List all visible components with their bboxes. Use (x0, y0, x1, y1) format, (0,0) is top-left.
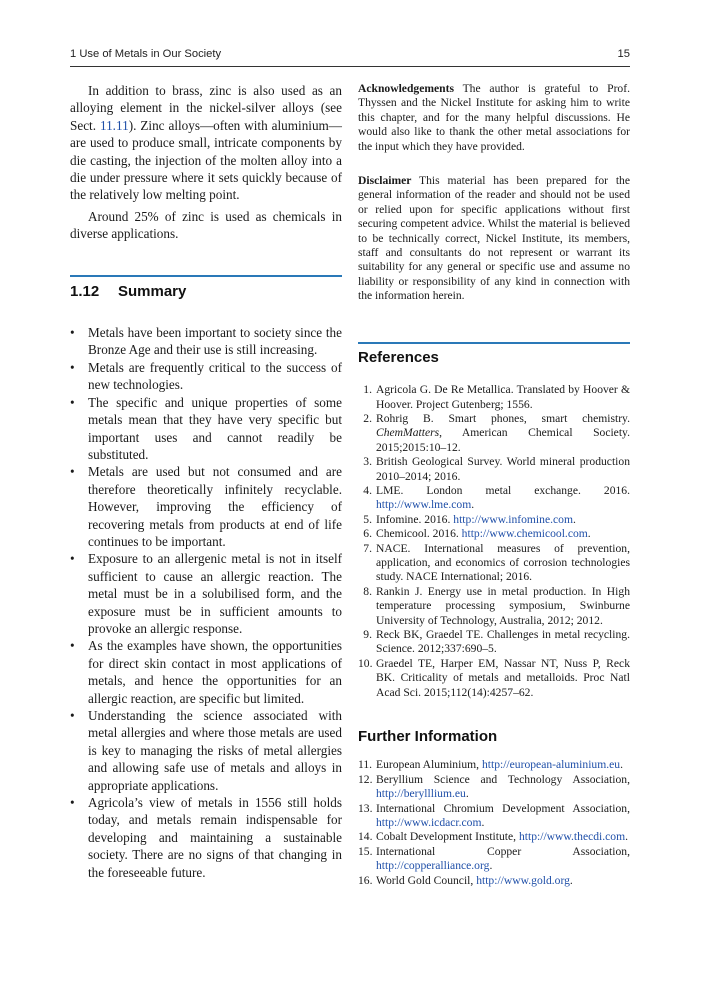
reference-text: . (471, 498, 475, 512)
further-item (358, 758, 630, 772)
reference-text: Infomine. 2016. (376, 512, 454, 526)
list-item-text: Metals have been important to society since the Bronze Age and their use is still increasing. (88, 325, 342, 358)
list-item-text: Metals are frequently critical to the success of new technologies. (88, 359, 342, 393)
further-number: 15. (358, 844, 373, 858)
further-link[interactable]: http://www.thecdi.com (518, 830, 626, 844)
paragraph-text: In addition to brass, zinc is also used as an alloying element in the nickel-silver alloys (see Sect. (70, 83, 342, 133)
disclaimer-label: Disclaimer (358, 174, 412, 188)
further-link[interactable]: http://www.gold.org (476, 873, 570, 887)
further-link[interactable]: http://berylllium.eu (376, 787, 466, 801)
reference-item (358, 527, 630, 541)
list-item (70, 707, 342, 794)
bullet-mark: • (70, 359, 75, 375)
further-item (358, 874, 630, 888)
further-information-heading: Further Information (358, 728, 498, 746)
reference-number: 8. (363, 584, 372, 598)
bullet-mark: • (70, 638, 75, 654)
list-item-text: Metals are used but not consumed and are therefore theoretically infinitely recyclable. However, improving the efficiency of recovering metals from products at end of life continues to be important. (88, 464, 342, 549)
reference-text: , American Chemical Society. 2015;2015:10–12. (376, 426, 630, 454)
reference-text: Rankin J. Energy use in metal production. In High temperature processing symposium, Swinburne University of Technology, Australia, 2012; 2012. (376, 584, 630, 627)
bullet-mark: • (70, 795, 75, 811)
reference-text: Agricola G. De Re Metallica. Translated by Hoover & Hoover. Project Gutenberg; 1556. (376, 383, 630, 411)
left-column (70, 82, 342, 881)
disclaimer-text: This material has been prepared for the general information of the reader and should not be used or relied upon for specific applications without first securing competent advice. Whilst the material is believed to be technically correct, Nickel Institute, its members, staff and consultants do not represent or warrant its suitability for any general or specific use and assume no liability or responsibility of any kind in connection with the information herein. (358, 174, 630, 303)
bullet-mark: • (70, 551, 75, 567)
reference-text: . (572, 512, 576, 526)
references-heading: References (358, 342, 630, 365)
further-text: . (620, 758, 623, 772)
reference-number: 3. (363, 455, 372, 469)
further-number: 12. (358, 772, 373, 786)
reference-number: 6. (363, 527, 372, 541)
further-number: 11. (358, 758, 373, 772)
acknowledgements (358, 82, 630, 154)
further-text: . (481, 816, 485, 830)
page-number: 15 (617, 48, 630, 60)
further-number: 13. (358, 801, 373, 815)
list-item-text: Exposure to an allergenic metal is not in itself sufficient to cause an allergic reaction. The metal must be in a solubilised form, and the exposure must be in sufficient amounts to provoke an allergic response. (88, 551, 342, 636)
further-text: . (465, 787, 469, 801)
references-list (358, 383, 630, 700)
list-item (70, 550, 342, 637)
further-text: Cobalt Development Institute, (376, 830, 519, 844)
reference-item (358, 455, 630, 484)
chapter-title: 1 Use of Metals in Our Society (70, 48, 222, 60)
further-text: . (569, 873, 573, 887)
bullet-mark: • (70, 464, 75, 480)
further-link[interactable]: http://copperalliance.org (376, 859, 490, 873)
reference-text: Rohrig B. Smart phones, smart chemistry. (376, 411, 630, 425)
paragraph-zinc-alloys (70, 82, 342, 204)
reference-text: British Geological Survey. World mineral production 2010–2014; 2016. (376, 455, 630, 483)
reference-text: . (587, 527, 591, 541)
reference-text: LME. London metal exchange. 2016. (376, 483, 630, 497)
reference-item (358, 484, 630, 513)
list-item (70, 463, 342, 550)
list-item (70, 359, 342, 394)
list-item-text: As the examples have shown, the opportunities for direct skin contact in most applications of metals, and hence the opportunities for an allergic reaction, are specific but limited. (88, 638, 342, 706)
list-item (70, 637, 342, 707)
section-heading (70, 275, 342, 300)
further-link[interactable]: http://www.icdacr.com (376, 816, 482, 830)
further-text: World Gold Council, (376, 873, 477, 887)
disclaimer (358, 174, 630, 304)
reference-item (358, 542, 630, 585)
acknowledgements-label: Acknowledgements (358, 82, 454, 95)
reference-journal: ChemMatters (376, 426, 440, 440)
further-information-list (358, 758, 630, 888)
reference-item (358, 585, 630, 628)
reference-number: 5. (363, 512, 372, 526)
reference-number: 7. (363, 541, 372, 555)
bullet-mark: • (70, 325, 75, 341)
acknowledgements-text: The author is grateful to Prof. Thyssen and the Nickel Institute for asking him to write this chapter, and for the many helpful discussions. He would also like to thank the other metal associations for the input which they have provided. (358, 82, 630, 153)
reference-text: Chemicool. 2016. (376, 527, 462, 541)
section-link[interactable]: 11.11 (99, 117, 129, 133)
list-item-text: The specific and unique properties of some metals mean that they have very specific but important uses and cannot readily be substituted. (88, 394, 342, 462)
further-text: International Copper Association, (376, 844, 630, 858)
list-item (70, 794, 342, 881)
list-item-text: Understanding the science associated with metal allergies and where those metals are used is key to managing the risks of metal allergies and allowing safe use of metals and alloys in appropriate applications. (88, 708, 342, 793)
reference-item (358, 513, 630, 527)
further-text: European Aluminium, (376, 758, 482, 772)
paragraph-zinc-chemicals: Around 25% of zinc is used as chemicals in diverse applications. (70, 208, 342, 242)
reference-link[interactable]: http://www.lme.com (376, 498, 472, 512)
further-item (358, 830, 630, 844)
reference-item (358, 628, 630, 657)
summary-list (70, 324, 342, 881)
header-rule (70, 66, 630, 67)
reference-link[interactable]: http://www.infomine.com (453, 512, 573, 526)
paragraph-text: ). Zinc alloys—often with aluminium—are used to produce small, intricate components by die casting, the injection of the molten alloy into a die under pressure where it sets quickly because of the relatively low melting point. (70, 117, 342, 203)
right-column (358, 82, 630, 888)
reference-text: NACE. International measures of prevention, application, and economics of corrosion technologies study. NACE International; 2016. (376, 541, 630, 584)
reference-item (358, 383, 630, 412)
further-number: 14. (358, 830, 373, 844)
reference-text: Graedel TE, Harper EM, Nassar NT, Nuss P, Reck BK. Criticality of metals and metalloids. Proc Natl Acad Sci. 2015;112(14):4257–62. (376, 656, 630, 699)
bullet-mark: • (70, 394, 75, 410)
list-item-text: Agricola’s view of metals in 1556 still holds today, and metals remain indispensable for developing and maintaining a sustainable society. There are no signs of that changing in the foreseeable future. (88, 795, 342, 880)
further-item (358, 773, 630, 802)
running-header (70, 48, 630, 64)
reference-number: 4. (363, 483, 372, 497)
section-number: 1.12 (70, 282, 100, 300)
reference-item (358, 412, 630, 455)
further-text: . (625, 830, 629, 844)
reference-number: 9. (363, 628, 372, 641)
reference-text: Reck BK, Graedel TE. Challenges in metal recycling. Science. 2012;337:690–5. (376, 628, 630, 656)
reference-number: 10. (358, 656, 373, 670)
list-item (70, 324, 342, 359)
reference-number: 1. (363, 383, 372, 397)
further-item (358, 802, 630, 831)
list-item (70, 394, 342, 464)
reference-link[interactable]: http://www.chemicool.com (461, 527, 588, 541)
reference-number: 2. (363, 411, 372, 425)
further-link[interactable]: http://european-aluminium.eu (481, 758, 621, 772)
section-title: Summary (118, 282, 187, 300)
further-text: . (489, 859, 493, 873)
bullet-mark: • (70, 708, 75, 723)
further-number: 16. (358, 873, 373, 887)
further-item (358, 845, 630, 874)
reference-item (358, 657, 630, 700)
further-text: International Chromium Development Association, (376, 801, 630, 815)
further-text: Beryllium Science and Technology Association, (376, 772, 630, 786)
